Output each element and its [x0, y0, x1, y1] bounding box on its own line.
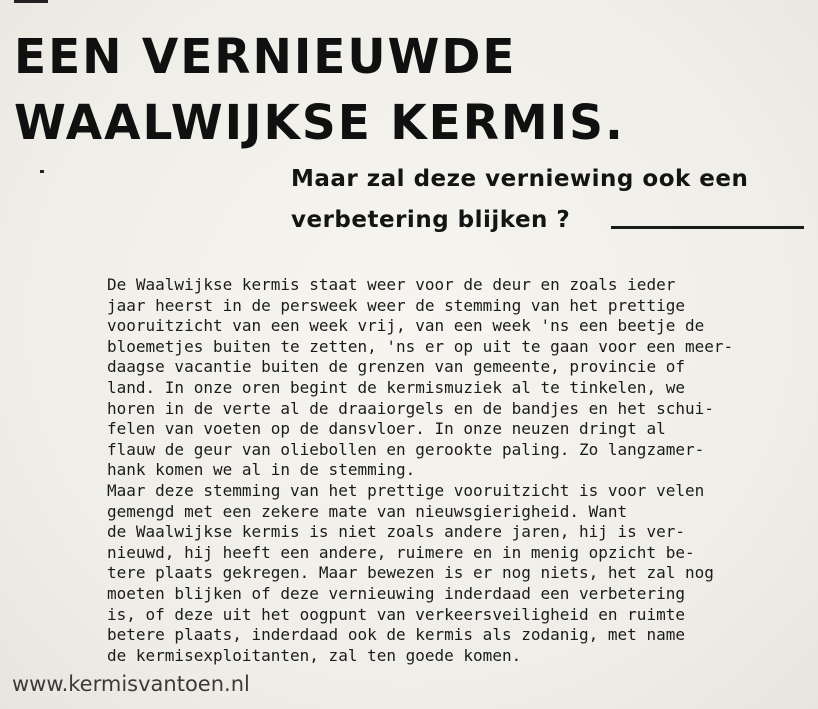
- article-line: moeten blijken of deze vernieuwing inderdaad een verbetering: [107, 583, 685, 603]
- article-line: bloemetjes buiten te zetten, 'ns er op uit te gaan voor een meer-: [107, 336, 734, 356]
- article-line: tere plaats gekregen. Maar bewezen is er nog niets, het zal nog: [107, 563, 714, 583]
- site-watermark: www.kermisvantoen.nl: [12, 672, 250, 696]
- article-line: daagse vacantie buiten de grenzen van gemeente, provincie of: [107, 357, 685, 377]
- article-line: felen van voeten op de dansvloer. In onze neuzen dringt al: [107, 419, 666, 439]
- article-line: De Waalwijkse kermis staat weer voor de deur en zoals ieder: [107, 275, 676, 294]
- headline-line-2: WAALWIJKSE KERMIS.: [14, 95, 625, 151]
- article-line: hank komen we al in de stemming.: [107, 460, 416, 480]
- subheadline-line-2: verbetering blijken ?: [291, 207, 571, 233]
- article-line: flauw de geur van oliebollen en gerookte paling. Zo langzamer-: [107, 439, 705, 459]
- subheadline-line-1: Maar zal deze verniewing ook een: [291, 166, 749, 192]
- article-line: gemengd met een zekere mate van nieuwsgierigheid. Want: [107, 501, 628, 521]
- article-line: betere plaats, inderdaad ook de kermis als zodanig, met name: [107, 625, 685, 645]
- article-line: Maar deze stemming van het prettige vooruitzicht is voor velen: [107, 480, 705, 500]
- headline-line-1: EEN VERNIEUWDE: [14, 29, 517, 85]
- subheadline-rule: [611, 226, 804, 229]
- article-line: de kermisexploitanten, zal ten goede komen.: [107, 645, 522, 665]
- clipping-edge-mark: [14, 0, 48, 3]
- article-line: jaar heerst in de persweek weer de stemming van het prettige: [107, 295, 685, 315]
- article-line: land. In onze oren begint de kermismuziek al te tinkelen, we: [107, 377, 685, 397]
- article-line: horen in de verte al de draaiorgels en de bandjes en het schui-: [107, 398, 714, 418]
- article-line: is, of deze uit het oogpunt van verkeersveiligheid en ruimte: [107, 604, 685, 624]
- article-line: de Waalwijkse kermis is niet zoals andere jaren, hij is ver-: [107, 522, 685, 542]
- article-line: vooruitzicht van een week vrij, van een week 'ns een beetje de: [107, 316, 705, 336]
- article-line: nieuwd, hij heeft een andere, ruimere en in menig opzicht be-: [107, 542, 695, 562]
- clipping-dot-mark: [40, 170, 44, 173]
- article-body: [107, 275, 807, 666]
